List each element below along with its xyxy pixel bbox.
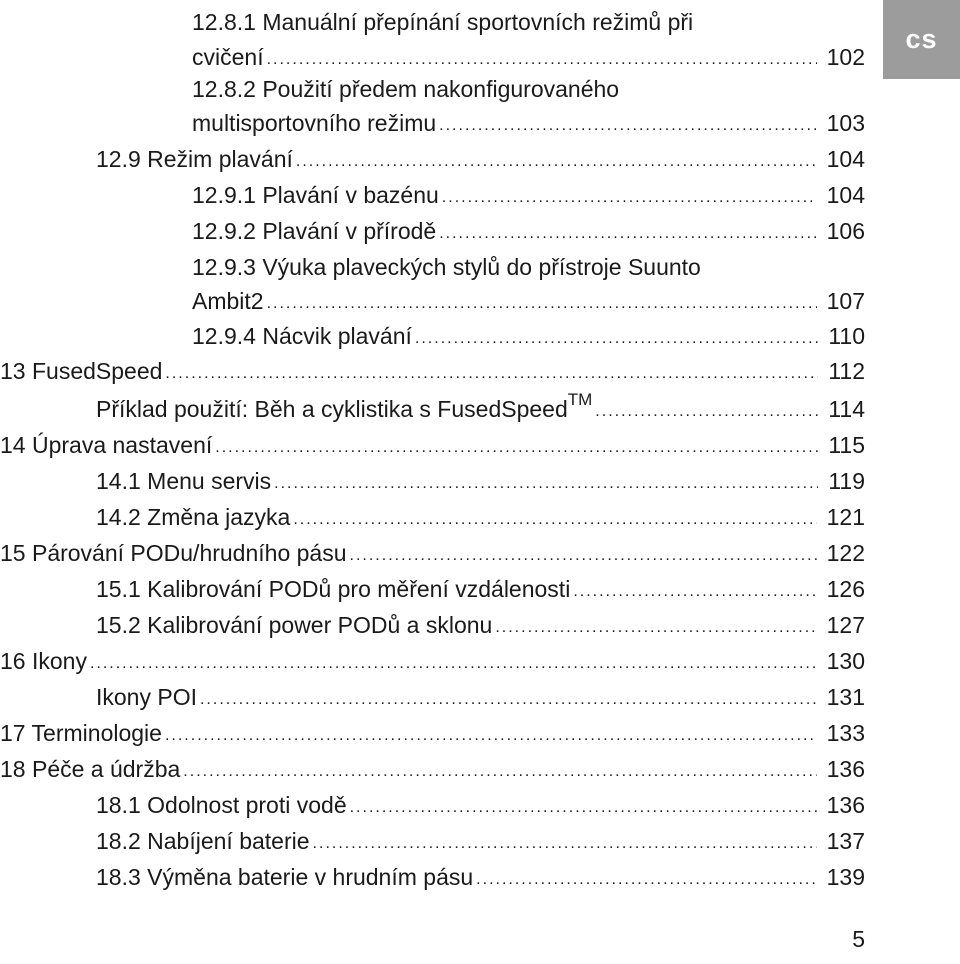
dot-leader bbox=[90, 653, 817, 675]
toc-entry-title: 15 Párování PODu/hrudního pásu bbox=[0, 540, 347, 566]
toc-entry-page: 131 bbox=[826, 684, 865, 710]
toc-entry-page: 103 bbox=[826, 110, 865, 136]
toc-entry[interactable] bbox=[192, 314, 865, 350]
toc-entry-page: 104 bbox=[826, 146, 865, 172]
toc-entry-page: 110 bbox=[828, 323, 865, 349]
toc-entry[interactable] bbox=[96, 675, 865, 711]
toc-entry-title: 12.9.1 Plavání v bazénu bbox=[192, 182, 439, 208]
toc-entry-page: 136 bbox=[826, 756, 865, 782]
toc-entry[interactable] bbox=[192, 101, 865, 137]
page-number: 5 bbox=[852, 926, 865, 952]
toc-entry-page: 139 bbox=[826, 864, 865, 890]
dot-leader bbox=[165, 363, 818, 385]
toc-entry[interactable] bbox=[96, 567, 865, 603]
dot-leader bbox=[573, 581, 816, 603]
toc-entry-title: 16 Ikony bbox=[0, 648, 87, 674]
toc-entry-page: 127 bbox=[826, 612, 865, 638]
toc-entry-continuation: 12.8.2 Použití předem nakonfigurovaného bbox=[192, 76, 620, 102]
dot-leader bbox=[274, 473, 818, 495]
toc-entry[interactable] bbox=[0, 747, 865, 783]
toc-entry-continuation: 12.9.3 Výuka plaveckých stylů do přístroje Suunto bbox=[192, 254, 701, 280]
toc-entry-title: 12.9.4 Nácvik plavání bbox=[192, 323, 412, 349]
dot-leader bbox=[313, 833, 817, 855]
toc-entry-title: 13 FusedSpeed bbox=[0, 358, 163, 384]
toc-entry-title: Ambit2 bbox=[192, 288, 264, 314]
dot-leader bbox=[442, 187, 817, 209]
toc-entry[interactable] bbox=[96, 783, 865, 819]
toc-entry-page: 130 bbox=[826, 648, 865, 674]
toc-entry-title: 18.3 Výměna baterie v hrudním pásu bbox=[96, 864, 474, 890]
toc-entry-page: 104 bbox=[826, 182, 865, 208]
toc-entry[interactable] bbox=[192, 35, 865, 71]
toc-entry-page: 122 bbox=[826, 540, 865, 566]
toc-entry[interactable] bbox=[192, 279, 865, 315]
dot-leader bbox=[183, 761, 816, 783]
toc-entry-page: 133 bbox=[826, 720, 865, 746]
toc-entry-page: 115 bbox=[828, 432, 865, 458]
toc-entry-title: 14.2 Změna jazyka bbox=[96, 504, 291, 530]
dot-leader bbox=[350, 797, 817, 819]
language-tab: cs bbox=[883, 0, 960, 79]
toc-entry[interactable] bbox=[0, 349, 865, 385]
dot-leader bbox=[267, 293, 817, 315]
toc-entry-page: 106 bbox=[826, 218, 865, 244]
toc-entry-page: 102 bbox=[826, 44, 865, 70]
toc-entry-title: 14 Úprava nastavení bbox=[0, 432, 213, 458]
toc-entry-page: 119 bbox=[828, 468, 865, 494]
toc-entry-title: 15.1 Kalibrování PODů pro měření vzdálenosti bbox=[96, 576, 571, 602]
dot-leader bbox=[439, 223, 816, 245]
toc-entry[interactable] bbox=[96, 603, 865, 639]
toc-entry-title: Ikony POI bbox=[96, 684, 197, 710]
trademark-superscript: TM bbox=[567, 390, 593, 410]
toc-entry-title: Příklad použití: Běh a cyklistika s FusedSpeed™ bbox=[96, 390, 593, 422]
toc-entry-page: 121 bbox=[826, 504, 865, 530]
toc-entry-page: 112 bbox=[828, 358, 865, 384]
toc-entry[interactable] bbox=[96, 459, 865, 495]
dot-leader bbox=[350, 545, 817, 567]
toc-entry[interactable] bbox=[96, 819, 865, 855]
dot-leader bbox=[415, 328, 818, 350]
toc-entry-title: multisportovního režimu bbox=[192, 110, 437, 136]
dot-leader bbox=[439, 115, 816, 137]
toc-entry[interactable] bbox=[0, 711, 865, 747]
toc-entry-title: 17 Terminologie bbox=[0, 720, 162, 746]
toc-entry[interactable] bbox=[96, 855, 865, 891]
toc-entry-title: 15.2 Kalibrování power PODů a sklonu bbox=[96, 612, 493, 638]
toc-entry[interactable] bbox=[0, 423, 865, 459]
toc-entry[interactable] bbox=[0, 531, 865, 567]
toc-entry-title: cvičení bbox=[192, 44, 264, 70]
toc-entry-page: 137 bbox=[826, 828, 865, 854]
dot-leader bbox=[476, 869, 816, 891]
dot-leader bbox=[215, 437, 818, 459]
dot-leader bbox=[200, 689, 817, 711]
dot-leader bbox=[165, 725, 817, 747]
toc-entry-title: 18.2 Nabíjení baterie bbox=[96, 828, 310, 854]
toc-entry-title: 14.1 Menu servis bbox=[96, 468, 272, 494]
dot-leader bbox=[495, 617, 816, 639]
toc-entry[interactable] bbox=[192, 173, 865, 209]
toc-entry-title: 18.1 Odolnost proti vodě bbox=[96, 792, 347, 818]
toc-entry-page: 126 bbox=[826, 576, 865, 602]
dot-leader bbox=[296, 151, 817, 173]
toc-entry-title: 12.9 Režim plavání bbox=[96, 146, 293, 172]
toc-entry-title: 12.9.2 Plavání v přírodě bbox=[192, 218, 437, 244]
toc-entry-page: 136 bbox=[826, 792, 865, 818]
toc-entry-page: 114 bbox=[828, 396, 865, 422]
toc-entry[interactable] bbox=[0, 639, 865, 675]
toc-entry[interactable] bbox=[96, 387, 865, 423]
dot-leader bbox=[595, 401, 818, 423]
toc-entry[interactable] bbox=[96, 137, 865, 173]
toc-entry-title: 18 Péče a údržba bbox=[0, 756, 181, 782]
toc-entry[interactable] bbox=[96, 495, 865, 531]
toc-entry-continuation: 12.8.1 Manuální přepínání sportovních režimů při bbox=[192, 9, 694, 35]
toc-entry-page: 107 bbox=[826, 288, 865, 314]
toc-entry[interactable] bbox=[192, 209, 865, 245]
dot-leader bbox=[293, 509, 816, 531]
